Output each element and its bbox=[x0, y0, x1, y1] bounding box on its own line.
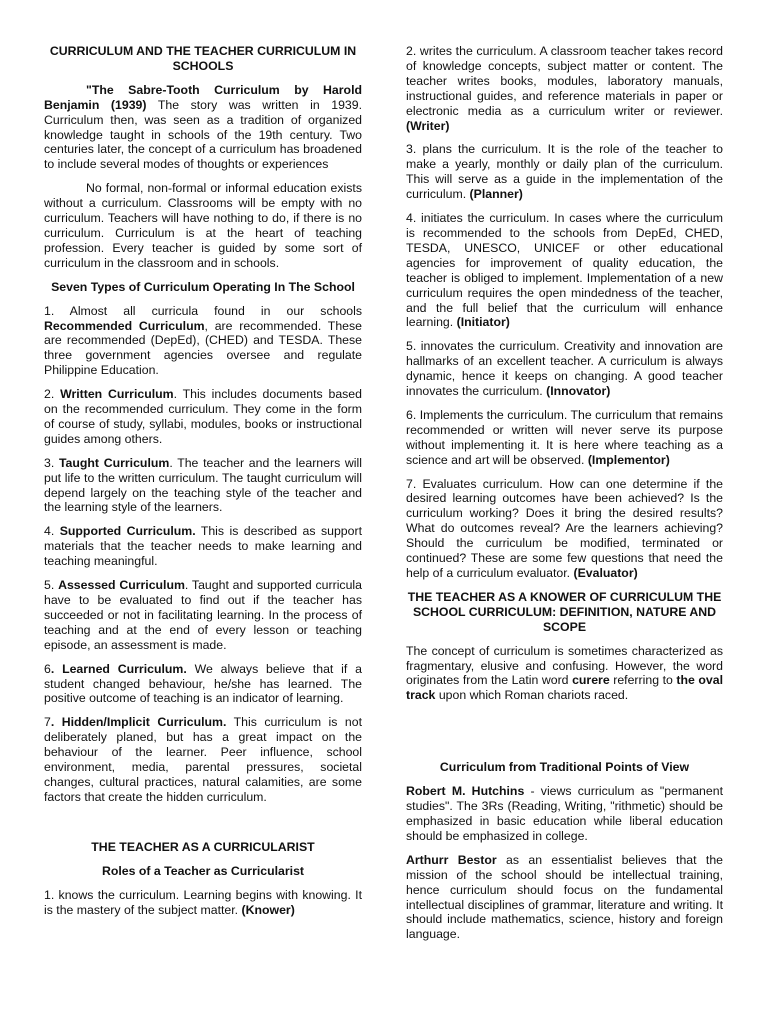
concept-text: The concept of curriculum is sometimes characterized as fragmentary, elusive and confusing. However, the word originates from the Latin word bbox=[406, 643, 723, 688]
type-name: Taught Curriculum bbox=[58, 455, 170, 470]
type-description: . This includes documents based on the recommended curriculum. They come in the form of course of study, syllabi, modules, books or instructional guides among others. bbox=[44, 387, 362, 446]
type-name: Written Curriculum bbox=[60, 387, 174, 402]
intro-paragraph bbox=[44, 83, 362, 172]
role-label: (Innovator) bbox=[546, 384, 611, 399]
type-name: . Hidden/Implicit Curriculum. bbox=[50, 715, 227, 730]
role-item bbox=[406, 44, 723, 133]
hutchins-paragraph bbox=[406, 784, 723, 844]
type-name: . Learned Curriculum. bbox=[50, 661, 187, 676]
traditional-heading: Curriculum from Traditional Points of View bbox=[439, 760, 690, 775]
left-column bbox=[44, 44, 362, 926]
type-description: . Taught and supported curricula have to be evaluated to find out if the teacher has succeeded or not in facilitating learning. In the process of teaching and at the end of every lesson or teaching episode, an assessment is made. bbox=[44, 578, 362, 652]
type-description: We always believe that if a student changed behaviour, he/she has learned. The positive outcome of teaching is an indicator of learning. bbox=[44, 661, 362, 706]
type-item bbox=[44, 662, 362, 707]
role-description: 2. writes the curriculum. A classroom teacher takes record of knowledge concepts, subject matter or content. The teacher writes books, modules, laboratory manuals, instructional guides, and reference materials in paper or electronic media as a curriculum writer or reviewer. bbox=[406, 44, 723, 118]
role-item bbox=[406, 408, 723, 468]
role-item bbox=[406, 339, 723, 399]
author-view: - views curriculum as "permanent studies". The 3Rs (Reading, Writing, "rithmetic) should be emphasized in basic education while liberal education should be emphasized in college. bbox=[406, 784, 723, 843]
type-description: This is described as support materials that the teacher needs to make learning and teaching meaningful. bbox=[44, 524, 362, 569]
type-item bbox=[44, 456, 362, 516]
role-label: (Evaluator) bbox=[573, 566, 638, 580]
types-heading: Seven Types of Curriculum Operating In The School bbox=[51, 279, 355, 294]
role-label: (Planner) bbox=[469, 187, 523, 202]
role-label: (Implementor) bbox=[587, 452, 670, 467]
type-name: Supported Curriculum. bbox=[59, 524, 196, 539]
author-name: Arthurr Bestor bbox=[406, 852, 497, 867]
type-number: 3. bbox=[44, 455, 59, 470]
author-view: as an essentialist believes that the mission of the school should be intellectual training, hence curriculum should focus on the fundamental intellectual disciplines of grammar, literature and writing. It should include mathematics, science, history and foreign language. bbox=[406, 852, 723, 942]
latin-word: curere bbox=[572, 673, 610, 688]
role-item bbox=[406, 211, 723, 330]
type-description: . The teacher and the learners will put life to the written curriculum. The taught curriculum will depend largely on the teaching style of the teacher and the learning style of the learners. bbox=[44, 455, 362, 515]
role-description: 7. Evaluates curriculum. How can one determine if the desired learning outcomes have been achieved? Is the curriculum working? Does it bring the desired results? What do outcomes reveal? Are the learners achieving? Should the curriculum be modified, terminated or continued? These are some few questions that need the help of a curriculum evaluator. bbox=[406, 476, 723, 580]
type-item bbox=[44, 715, 362, 804]
type-number: 6 bbox=[44, 661, 51, 676]
role-description: 4. initiates the curriculum. In cases where the curriculum is recommended to the schools from DepEd, CHED, TESDA, UNESCO, UNICEF or other educational agencies for improvement of quality education, the teacher is obliged to implement. Implementation of a new curriculum requires the open mindedness of the teacher, and the full belief that the curriculum will enhance learning. bbox=[406, 211, 723, 330]
spacer bbox=[406, 712, 723, 760]
spacer bbox=[44, 814, 362, 840]
education-paragraph: No formal, non-formal or informal education exists without a curriculum. Classrooms will be empty with no curriculum. Teachers will have nothing to do, if there is no curriculum. Curriculum is at the heart of teaching profession. Every teacher is guided by some sort of curriculum in the classroom and in schools. bbox=[44, 181, 362, 270]
bestor-paragraph bbox=[406, 853, 723, 942]
concept-text: upon which Roman chariots raced. bbox=[435, 688, 629, 703]
intro-text: The story was written in 1939. Curriculum then, was seen as a tradition of organized knowledge taught in schools of the 19th century. Two centuries later, the concept of a curriculum has broadened to include several modes of thoughts or experiences bbox=[44, 97, 363, 172]
roles-heading: Roles of a Teacher as Curricularist bbox=[101, 863, 305, 878]
type-name: Assessed Curriculum bbox=[58, 578, 185, 593]
knower-heading: THE TEACHER AS A KNOWER OF CURRICULUM THE SCHOOL CURRICULUM: DEFINITION, NATURE AND SCOPE bbox=[407, 589, 722, 634]
role-description: 5. innovates the curriculum. Creativity and innovation are hallmarks of an excellent teacher. A curriculum is always dynamic, hence it keeps on changing. A good teacher innovates the curriculum. bbox=[406, 339, 723, 399]
type-description: This curriculum is not deliberately planed, but has a great impact on the behaviour of the learner. Peer influence, school environment, media, parental pressures, societal changes, cultural practices, natural calamities, are some factors that create the hidden curriculum. bbox=[44, 715, 362, 804]
role-label: (Writer) bbox=[406, 118, 450, 133]
role-label: (Initiator) bbox=[456, 315, 510, 330]
role-item bbox=[406, 477, 723, 581]
role-description: 1. knows the curriculum. Learning begins with knowing. It is the mastery of the subject matter. bbox=[44, 887, 362, 917]
right-column bbox=[406, 44, 723, 951]
role-item bbox=[44, 888, 362, 918]
role-label: (Knower) bbox=[241, 902, 295, 917]
type-item bbox=[44, 304, 362, 379]
type-item bbox=[44, 524, 362, 569]
type-number: 1. Almost all curricula found in our schools bbox=[44, 303, 362, 318]
type-number: 7 bbox=[44, 715, 51, 730]
type-number: 4. bbox=[44, 524, 60, 539]
type-item bbox=[44, 387, 362, 447]
type-description: , are recommended. These are recommended (DepEd), (CHED) and TESDA. These three government agencies oversee and regulate Philippine Education. bbox=[44, 318, 362, 378]
type-number: 2. bbox=[44, 387, 61, 402]
type-item bbox=[44, 578, 362, 653]
role-description: 3. plans the curriculum. It is the role of the teacher to make a yearly, monthly or daily plan of the curriculum. This will serve as a guide in the implementation of the curriculum. bbox=[406, 142, 723, 202]
document-title: CURRICULUM AND THE TEACHER CURRICULUM IN SCHOOLS bbox=[49, 44, 357, 73]
author-name: Robert M. Hutchins bbox=[406, 784, 525, 799]
intro-lead: "The Sabre-Tooth Curriculum by Harold Benjamin (1939) bbox=[44, 82, 362, 112]
role-description: 6. Implements the curriculum. The curriculum that remains recommended or written will never serve its purpose without implementing it. It is here where teaching as a science and art will be observed. bbox=[406, 407, 723, 467]
role-item bbox=[406, 142, 723, 202]
type-number: 5. bbox=[44, 578, 59, 593]
concept-paragraph bbox=[406, 644, 723, 704]
curricularist-heading: THE TEACHER AS A CURRICULARIST bbox=[91, 839, 315, 854]
concept-text: referring to bbox=[609, 673, 677, 688]
oval-track-term: the oval track bbox=[406, 673, 723, 703]
type-name: Recommended Curriculum bbox=[44, 318, 205, 333]
